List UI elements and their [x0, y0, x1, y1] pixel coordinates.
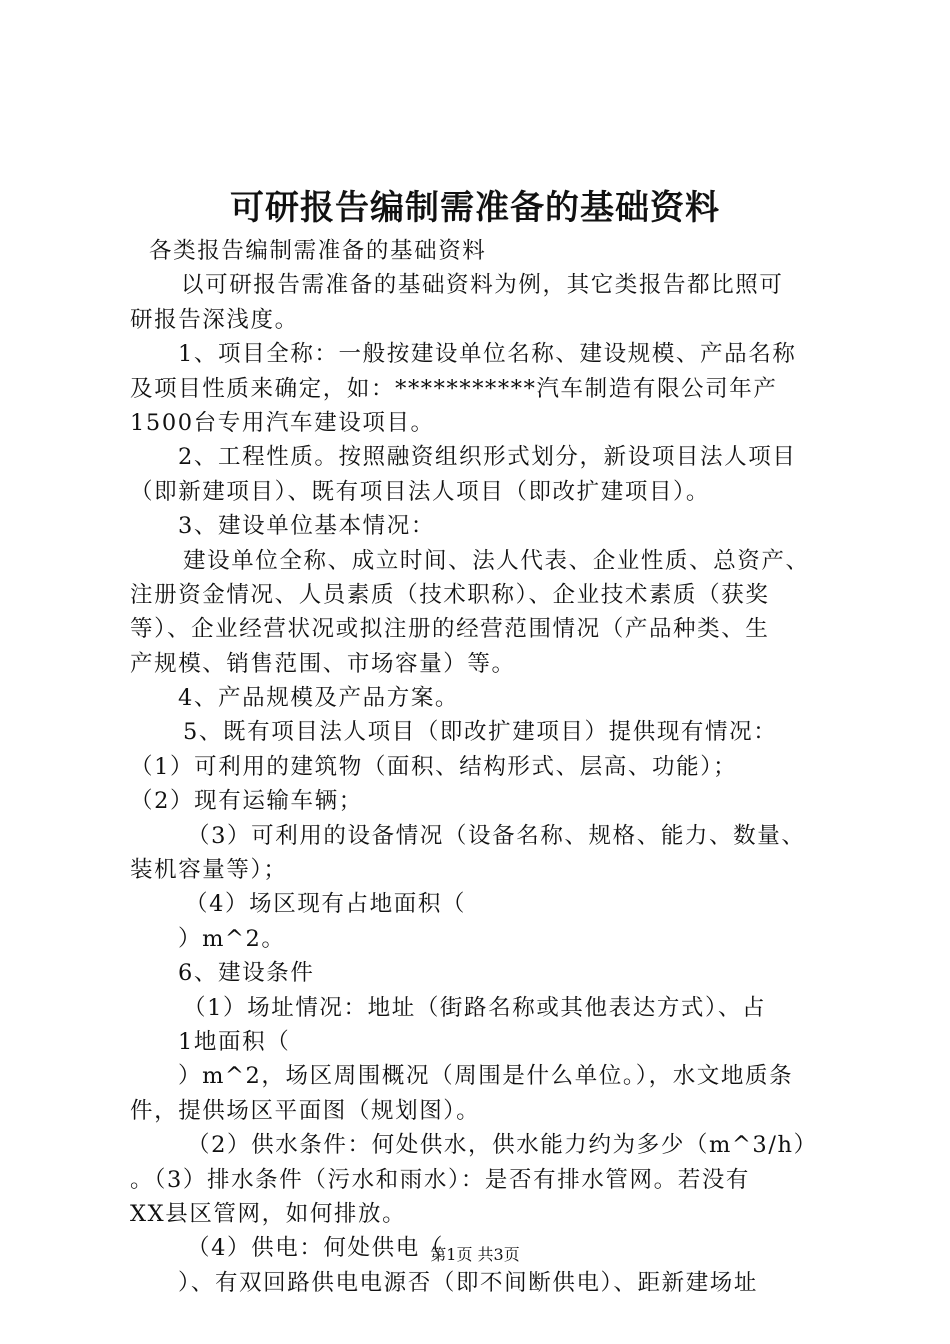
document-title: 可研报告编制需准备的基础资料 — [230, 188, 720, 228]
text-line: 及项目性质来确定，如：***********汽车制造有限公司年产 — [130, 375, 778, 402]
text-line: 1500台专用汽车建设项目。 — [130, 409, 435, 436]
text-line: ）m^2。 — [178, 925, 286, 952]
text-line: （2）现有运输车辆； — [130, 788, 363, 815]
text-line: XX县区管网，如何排放。 — [130, 1200, 407, 1227]
text-line: 等）、企业经营状况或拟注册的经营范围情况（产品种类、生 — [130, 616, 770, 643]
text-line: 。（3）排水条件（污水和雨水）：是否有排水管网。若没有 — [130, 1166, 751, 1193]
text-line: （1）场址情况：地址（街路名称或其他表达方式）、占 — [183, 994, 767, 1021]
text-line: 1、项目全称：一般按建设单位名称、建设规模、产品名称 — [178, 341, 797, 368]
text-line: 5、既有项目法人项目（即改扩建项目）提供现有情况： — [183, 719, 778, 746]
text-line: （4）场区现有占地面积（ — [185, 891, 467, 918]
text-line: 件，提供场区平面图（规划图）。 — [130, 1097, 481, 1124]
text-line: 研报告深浅度。 — [130, 306, 299, 333]
page-number: 第1页 共3页 — [430, 1245, 520, 1264]
text-line: 1地面积（ — [178, 1028, 291, 1055]
text-line: 建设单位全称、成立时间、法人代表、企业性质、总资产、 — [183, 547, 810, 574]
text-line: 3、建设单位基本情况： — [178, 513, 435, 540]
text-line: ）m^2，场区周围概况（周围是什么单位。），水文地质条 — [178, 1063, 794, 1090]
text-line: 6、建设条件 — [178, 960, 315, 987]
text-line: 各类报告编制需准备的基础资料 — [149, 238, 487, 264]
text-line: 2、工程性质。按照融资组织形式划分，新设项目法人项目 — [178, 444, 797, 471]
text-line: （即新建项目）、既有项目法人项目（即改扩建项目）。 — [130, 478, 711, 505]
text-line: 产规模、销售范围、市场容量）等。 — [130, 650, 516, 677]
text-line: 装机容量等）； — [130, 857, 288, 884]
text-line: （1）可利用的建筑物（面积、结构形式、层高、功能）； — [130, 753, 738, 780]
text-line: （4）供电：何处供电（ — [187, 1235, 444, 1262]
text-line: 4、产品规模及产品方案。 — [178, 685, 460, 712]
text-line: （2）供水条件：何处供水，供水能力约为多少（m^3/h） — [187, 1132, 818, 1159]
text-line: 以可研报告需准备的基础资料为例，其它类报告都比照可 — [181, 272, 784, 299]
document-body — [130, 234, 830, 1300]
text-line: （3）可利用的设备情况（设备名称、规格、能力、数量、 — [187, 822, 806, 849]
text-line: ）、有双回路供电电源否（即不间断供电）、距新建场址 — [178, 1269, 759, 1296]
text-line: 注册资金情况、人员素质（技术职称）、企业技术素质（获奖 — [130, 581, 770, 608]
